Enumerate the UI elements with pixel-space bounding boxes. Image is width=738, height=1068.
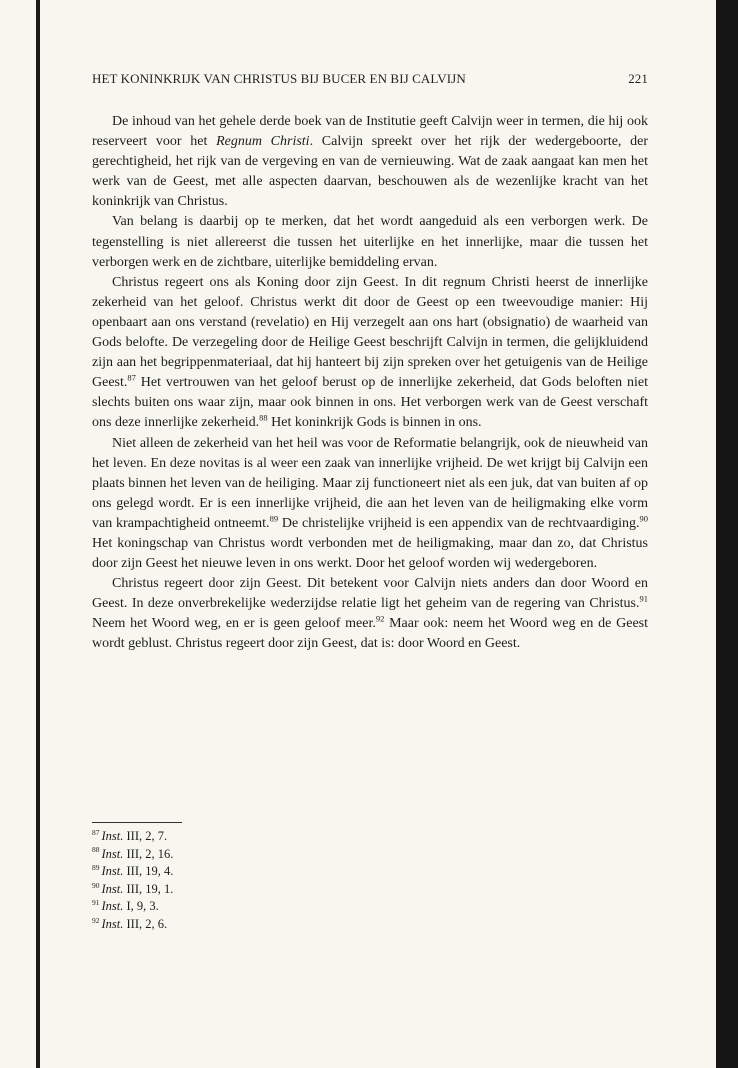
paragraph: De inhoud van het gehele derde boek van de Institutie geeft Calvijn weer in termen, die hij ook reserveert voor het Regnum Christi. Calvijn spreekt over het rijk der wedergeboorte, der gerechtigheid, het rijk van de vergeving en van de vernieuwing. Wat de zaak aangaat kan men het werk van de Geest, met alle aspecten daarvan, beschouwen als de wezenlijke kracht van het koninkrijk van Christus. [92,114,649,210]
footnote: $^{91}$ Inst. I, 9, 3. [92,898,159,914]
running-title: HET KONINKRIJK VAN CHRISTUS BIJ BUCER EN BIJ CALVIJN [92,71,466,86]
main-text [92,112,648,655]
footnote: $^{87}$ Inst. III, 2, 7. [92,827,168,843]
footnotes [92,828,392,934]
footnote: $^{90}$ Inst. III, 19, 1. [92,880,174,896]
footnote-divider [92,822,182,823]
paragraph: Van belang is daarbij op te merken, dat het wordt aangeduid als een verborgen werk. De tegenstelling is niet allereerst die tussen het uiterlijke en het innerlijke, maar die tussen het verborgen werk en de zichtbare, uiterlijke bemiddeling ervan. [92,214,648,270]
footnote: $^{88}$ Inst. III, 2, 16. [92,845,174,861]
paragraph: Niet alleen de zekerheid van het heil was voor de Reformatie belangrijk, ook de nieuwheid van het leven. En deze novitas is al weer een zaak van innerlijke vrijheid. De wet krijgt bij Calvijn een plaats binnen het leven van de heiliging. Maar zij functioneert niet als een juk, dat van buiten af op ons gelegd wordt. Er is een innerlijke vrijheid, die aan het leven van de heiligmaking elke vorm van krampachtigheid ontneemt.$^{89}$ De christelijke vrijheid is een appendix van de rechtvaardiging.$^{90}$ Het koningschap van Christus wordt verbonden met de heiligmaking, maar dan zo, dat Christus door zijn Geest het nieuwe leven in ons werkt. Door het geloof worden wij wedergeboren. [92,435,648,572]
italic-term: Regnum Christi [216,134,310,150]
footnote: $^{92}$ Inst. III, 2, 6. [92,915,168,931]
paragraph: Christus regeert ons als Koning door zijn Geest. In dit regnum Christi heerst de innerlijke zekerheid van het geloof. Christus werkt dit door de Geest op een tweevoudige manier: Hij openbaart aan ons verstand (revelatio) en Hij verzegelt aan ons hart (obsignatio) de waarheid van Gods belofte. De verzegeling door de Heilige Geest beschrijft Calvijn in termen, die gelijkluidend zijn aan het begrippenmateriaal, dat hij hanteert bij zijn spreken over het getuigenis van de Heilige Geest.$^{87}$ Het vertrouwen van het geloof berust op de innerlijke zekerheid, dat Gods beloften niet slechts buiten ons waar zijn, maar ook binnen in ons. Het verborgen werk van de Geest verschaft ons deze innerlijke zekerheid.$^{88}$ Het koninkrijk Gods is binnen in ons. [92,274,648,431]
page-number: 221 [628,71,648,86]
footnote-ref[interactable]: 91 [639,593,648,604]
footnote: $^{89}$ Inst. III, 19, 4. [92,863,174,879]
footnote-ref[interactable]: 92 [375,613,385,624]
scan-right-edge [716,0,738,1068]
footnote-ref[interactable]: 90 [639,513,648,524]
scan-left-edge [36,0,40,1068]
footnote-ref[interactable]: 88 [259,412,268,423]
footnote-ref[interactable]: 87 [127,372,136,383]
paragraph: Christus regeert door zijn Geest. Dit betekent voor Calvijn niets anders dan door Woord en Geest. In deze onverbrekelijke wederzijdse relatie ligt het geheim van de regering van Christus.$^{91}$ Neem het Woord weg, en er is geen geloof meer.$^{92}$ Maar ook: neem het Woord weg en de Geest wordt geblust. Christus regeert door zijn Geest, dat is: door Woord en Geest. [92,576,649,652]
footnote-ref[interactable]: 89 [269,513,279,524]
